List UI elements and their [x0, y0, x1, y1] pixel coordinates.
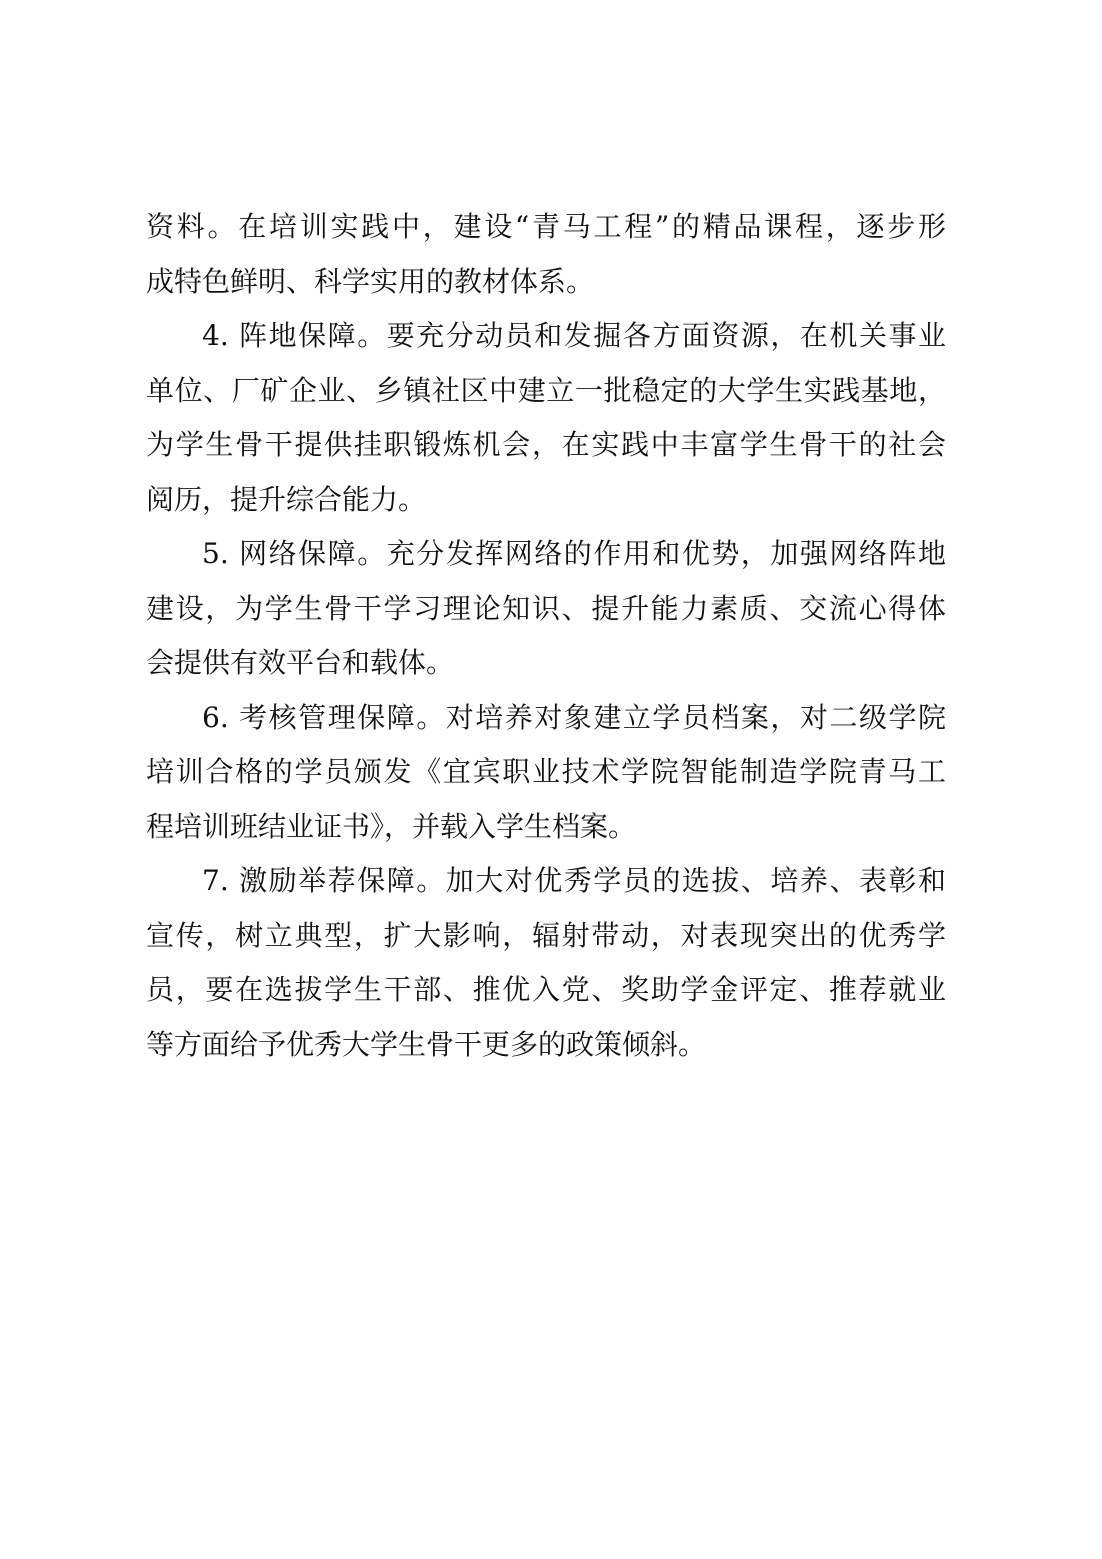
text-line: 资料。在培训实践中，建设“青马工程”的精品课程，逐步形 [146, 210, 946, 243]
document-body [146, 200, 946, 1072]
text-line: 建设，为学生骨干学习理论知识、提升能力素质、交流心得体 [146, 591, 946, 625]
text-line: 为学生骨干提供挂职锻炼机会，在实践中丰富学生骨干的社会 [146, 428, 946, 461]
text-line: 成特色鲜明、科学实用的教材体系。 [146, 264, 595, 298]
text-line: 培训合格的学员颁发《宜宾职业技术学院智能制造学院青马工 [146, 755, 946, 788]
paragraph-first-line: 4. 阵地保障。要充分动员和发掘各方面资源，在机关事业 [202, 319, 946, 352]
text-line: 等方面给予优秀大学生骨干更多的政策倾斜。 [146, 1027, 707, 1061]
text-line: 单位、厂矿企业、乡镇社区中建立一批稳定的大学生实践基地， [146, 373, 946, 407]
text-line: 员，要在选拔学生干部、推优入党、奖助学金评定、推荐就业 [146, 973, 946, 1006]
text-line: 宣传，树立典型，扩大影响，辐射带动，对表现突出的优秀学 [146, 918, 946, 952]
text-line: 会提供有效平台和载体。 [146, 646, 455, 679]
paragraph-first-line: 7. 激励举荐保障。加大对优秀学员的选拔、培养、表彰和 [202, 864, 946, 897]
text-line: 程培训班结业证书》，并载入学生档案。 [146, 809, 637, 843]
text-line: 阅历，提升综合能力。 [146, 482, 427, 516]
paragraph-first-line: 6. 考核管理保障。对培养对象建立学员档案，对二级学院 [202, 700, 946, 734]
paragraph-first-line: 5. 网络保障。充分发挥网络的作用和优势，加强网络阵地 [202, 537, 946, 570]
